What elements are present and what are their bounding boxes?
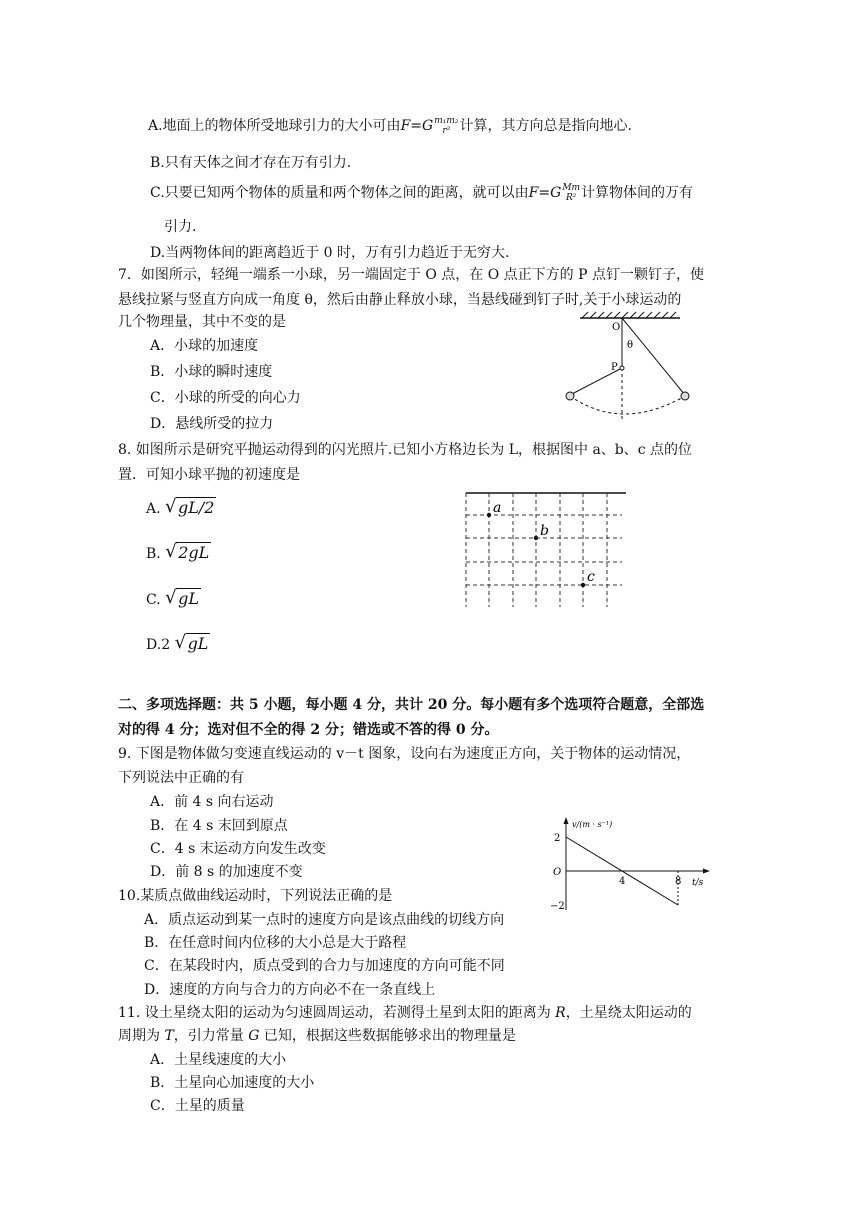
x-tick-label: 8 (675, 876, 682, 887)
q8-option-b (146, 543, 211, 562)
option-prefix: C. (146, 592, 161, 608)
q9-option-a: A．前 4 s 向右运动 (150, 794, 274, 810)
fraction-numerator: m₁m₂ (434, 116, 459, 126)
radicand: gL/2 (178, 498, 215, 517)
q6-option-c-fraction (562, 183, 580, 203)
y-tick-label: 2 (554, 833, 561, 844)
q11-stem-line2 (118, 1025, 516, 1045)
q9-stem-line2: 下列说法中正确的有 (118, 770, 244, 786)
x-axis-label: t/s (692, 878, 704, 888)
vt-marks (550, 833, 681, 912)
fraction-denominator: r² (442, 126, 451, 136)
q7-option-c: C．小球的所受的向心力 (150, 390, 301, 406)
q6-option-b: B.只有天体之间才存在万有引力. (150, 155, 352, 171)
q10-option-b: B．在任意时间内位移的大小总是大于路程 (144, 935, 407, 951)
q6-option-d: D.当两物体间的距离趋近于 0 时，万有引力趋近于无穷大. (150, 245, 510, 261)
label-p: P (611, 362, 618, 373)
q6-option-a-fraction (434, 116, 458, 136)
q6-option-a (148, 115, 632, 136)
q9-option-c: C．4 s 末运动方向发生改变 (150, 841, 326, 857)
x-axis-arrow (703, 869, 710, 874)
y-tick-label: −2 (550, 901, 565, 912)
ball-right (681, 392, 689, 400)
y-axis-label: v/(m · s⁻¹) (572, 820, 613, 829)
q9-option-d: D．前 8 s 的加速度不变 (150, 864, 303, 880)
q8-stem-line2: 置．可知小球平抛的初速度是 (118, 467, 300, 483)
q11-var-g: G (248, 1028, 260, 1044)
peg (620, 366, 624, 370)
option-prefix: B. (146, 546, 161, 562)
q7-option-b: B．小球的瞬时速度 (150, 364, 273, 380)
origin-label: O (553, 867, 562, 878)
q6-option-c-formula: F=G (528, 185, 562, 201)
q8-option-a (146, 498, 216, 517)
y-axis-arrow (564, 817, 569, 824)
q7-stem-line2: 悬线拉紧与竖直方向成一角度 θ，然后由静止释放小球，当悬线碰到钉子时,关于小球运动的 (118, 292, 682, 308)
section2-heading-line1: 二、多项选择题：共 5 小题，每小题 4 分，共计 20 分。每小题有多个选项符合题意，全部选 (118, 697, 705, 713)
q11-stem-line1 (118, 1002, 692, 1022)
q6-option-c-tail: 计算物体间的万有 (581, 185, 694, 201)
projectile-grid-figure (462, 487, 630, 612)
section2-heading-line2: 对的得 4 分；选对但不全的得 2 分；错选或不答的得 0 分。 (118, 722, 499, 738)
q11-option-b: B．土星向心加速度的大小 (150, 1075, 315, 1091)
q11-text: ，土星绕太阳运动的 (565, 1005, 692, 1021)
q10-option-d: D．速度的方向与合力的方向必不在一条直线上 (144, 982, 436, 998)
ceiling-hatch (582, 312, 676, 318)
label-theta: θ (627, 340, 634, 351)
pendulum-figure (560, 310, 700, 425)
q6-option-a-formula: F=G (400, 118, 434, 134)
ball-left (566, 392, 574, 400)
q6-option-c-line2: 引力. (164, 219, 197, 235)
radicand: 2gL (178, 543, 210, 562)
q7-stem-line1: 7．如图所示，轻绳一端系一小球，另一端固定于 O 点，在 O 点正下方的 P 点钉一颗钉子，使 (118, 267, 704, 283)
option-prefix: A. (146, 501, 161, 517)
label-o: O (612, 322, 621, 333)
q11-var-r: R (555, 1005, 566, 1021)
radicand: gL (187, 634, 209, 653)
point-a (487, 513, 491, 517)
q11-text: 11. 设土星绕太阳的运动为匀速圆周运动，若测得土星到太阳的距离为 (118, 1005, 556, 1021)
fraction-denominator: R² (565, 193, 577, 203)
q6-option-a-tail: 计算，其方向总是指向地心. (459, 118, 632, 134)
label-a: a (493, 500, 502, 516)
q11-text: 周期为 (118, 1028, 165, 1044)
q10-option-a: A．质点运动到某一点时的速度方向是该点曲线的切线方向 (144, 912, 505, 928)
radicand: gL (178, 589, 199, 608)
q11-option-a: A．土星线速度的大小 (150, 1052, 287, 1068)
swing-arc (570, 396, 685, 414)
vt-chart (548, 815, 718, 915)
point-b (534, 536, 538, 540)
grid-lines (466, 493, 622, 607)
sqrt-expression: √ gL (165, 587, 199, 608)
q11-text: 已知，根据这些数据能够求出的物理量是 (259, 1028, 516, 1044)
q6-option-c (150, 182, 693, 203)
x-tick-label: 4 (619, 876, 626, 887)
q8-option-d (146, 634, 210, 653)
q11-option-c: C．土星的质量 (150, 1098, 245, 1114)
option-prefix: D. (146, 637, 162, 653)
sqrt-expression: √ gL/2 (165, 496, 215, 517)
q7-option-d: D．悬线所受的拉力 (150, 416, 274, 432)
q11-text: ，引力常量 (173, 1028, 249, 1044)
string-initial (622, 318, 685, 395)
q6-option-a-text: A.地面上的物体所受地球引力的大小可由 (148, 118, 401, 134)
q10-stem: 10.某质点做曲线运动时，下列说法正确的是 (118, 888, 393, 904)
point-c (581, 583, 585, 587)
q8-option-c (146, 589, 201, 608)
sqrt-expression: √ gL (174, 632, 209, 653)
label-c: c (587, 569, 595, 585)
q11-var-t: T (164, 1028, 174, 1044)
q8-stem-line1: 8. 如图所示是研究平抛运动得到的闪光照片.已知小方格边长为 L，根据图中 a、b、c 点的位 (118, 442, 693, 458)
fraction-numerator: Mm (562, 183, 581, 193)
q7-stem-line3: 几个物理量，其中不变的是 (118, 314, 286, 330)
coefficient: 2 (161, 637, 171, 653)
q7-option-a: A．小球的加速度 (150, 338, 259, 354)
q10-option-c: C．在某段时内，质点受到的合力与加速度的方向可能不同 (144, 958, 505, 974)
label-b: b (540, 523, 549, 539)
sqrt-expression: √ 2gL (165, 541, 210, 562)
q9-stem-line1: 9. 下图是物体做匀变速直线运动的 v－t 图象，设向右为速度正方向，关于物体的运动情况， (118, 746, 691, 762)
q9-option-b: B．在 4 s 末回到原点 (150, 818, 288, 834)
q6-option-c-text: C.只要已知两个物体的质量和两个物体之间的距离，就可以由 (150, 185, 529, 201)
